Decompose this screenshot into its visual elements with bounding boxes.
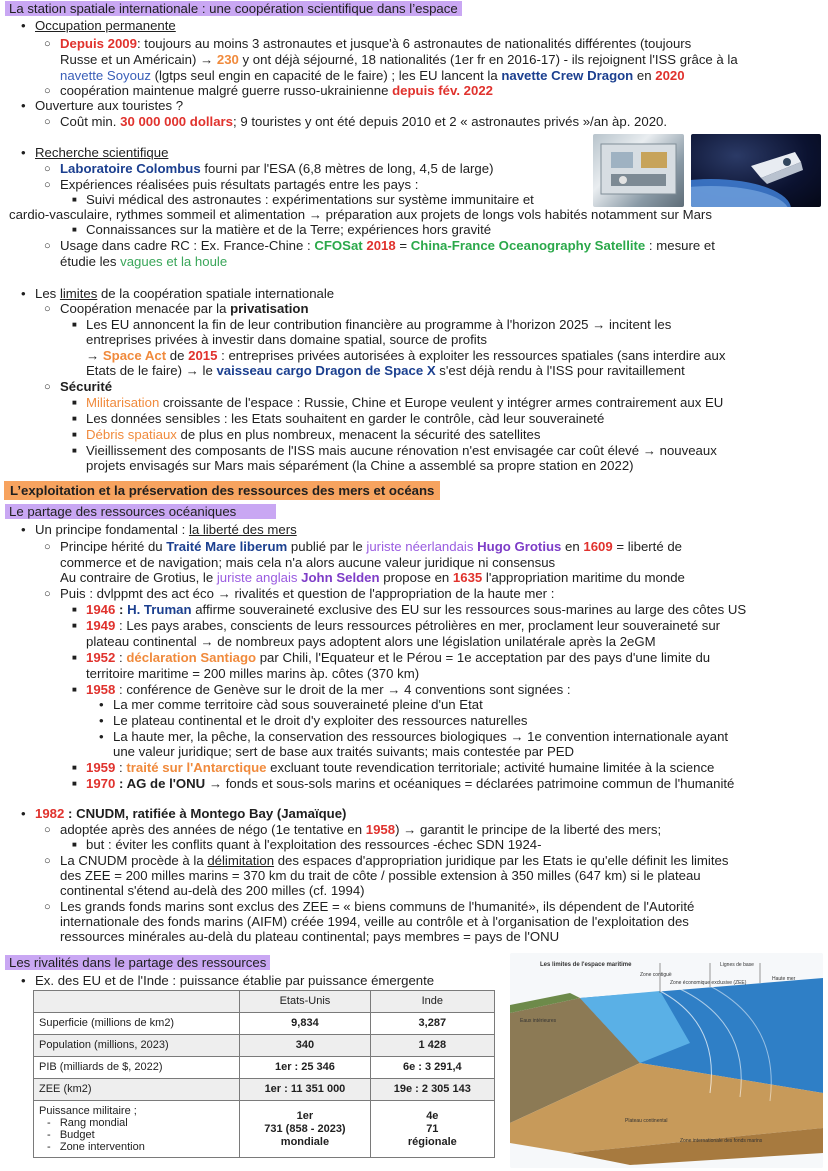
table-row — [34, 1057, 495, 1079]
comparison-table — [33, 990, 495, 1158]
occ-line-3: navette Soyouz (lgtps seul engin en capacité de le faire) ; les EU lancent la navette Crew Dragon en 2020 — [60, 68, 685, 83]
sensitive-data-line: ■ Les données sensibles : les Etats souhaitent en garder le contrôle, càd leur souveraineté — [86, 411, 604, 427]
table-cell: 1er : 25 346 — [240, 1057, 370, 1079]
adopted-line: ○ adoptée après des années de négo (1e tentative en 1958) → garantit le principe de la liberté des mers; — [60, 822, 661, 838]
table-header-cell: Etats-Unis — [240, 991, 370, 1013]
section3-title: Les rivalités dans le partage des ressources — [5, 955, 270, 971]
label-fonds: Zone internationale des fonds marins — [680, 1138, 763, 1144]
tourism-cost: ○ Coût min. 30 000 000 dollars; 9 touristes y ont été depuis 2010 et 2 « astronautes privés »/an àp. 2020. — [60, 114, 667, 130]
seabed-line-3: ressources minérales au-delà du plateau continental; pays membres = pays de l'ONU — [60, 929, 560, 944]
us-military-value: 1er — [296, 1109, 314, 1122]
space-act-line-2: Etats de le faire) → le vaisseau cargo Dragon de Space X s'est déjà rendu à l'ISS pour ravitaillement — [86, 363, 685, 378]
table-cell: Superficie (millions de km2) — [34, 1013, 240, 1035]
label-contig: Zone contiguë — [640, 972, 672, 978]
cnudm-line-2: des ZEE = 200 milles marins = 370 km du trait de côte / possible extension à 350 milles (647 km) si le plateau — [60, 868, 701, 883]
aging-line-2: projets envisagés sur Mars mais séparément (la Chine a assemblé sa propre station en 2022) — [86, 458, 634, 473]
maritime-limits-figure — [510, 953, 823, 1168]
table-cell: 1er : 11 351 000 — [240, 1079, 370, 1101]
experiences-line: ○ Expériences réalisées puis résultats partagés entre les pays : — [60, 177, 418, 193]
military-label: Puissance militaire ; — [39, 1105, 137, 1117]
geneva-2: • Le plateau continental et le droit d'y exploiter des ressources naturelles — [113, 713, 528, 729]
table-cell: 1 428 — [370, 1035, 494, 1057]
table-cell — [370, 1101, 494, 1158]
occ-line-2: Russe et un Américain) → 230 y ont déjà séjourné, 18 nationalités (1er fr en 2016-17) - ils rejoignent l'ISS grâce à la — [60, 52, 738, 67]
label-eaux: Eaux intérieures — [520, 1018, 557, 1024]
table-header-row — [34, 991, 495, 1013]
table-row — [34, 1013, 495, 1035]
india-military-value: 71 — [426, 1122, 439, 1135]
cnudm-heading: • 1982 : CNUDM, ratifiée à Montego Bay (Jamaïque) — [35, 806, 346, 822]
seabed-line-2: internationale des fonds marins (AIFM) créée 1994, veille au contrôle et à l'organisation de l'exploitation des — [60, 914, 689, 929]
usage-line: ○ Usage dans cadre RC : Ex. France-Chine : CFOSat 2018 = China-France Oceanography Satellite : mesure et — [60, 238, 715, 254]
security-heading: ○ Sécurité — [60, 379, 112, 395]
aging-line-1: ■ Vieillissement des composants de l'ISS mais aucune rénovation n'est envisagée car coût élevé → nouveaux — [86, 443, 717, 459]
table-cell — [34, 1101, 240, 1158]
occ-line-1: ○ Depuis 2009: toujours au moins 3 astronautes et jusque'à 6 astronautes de nationalités différentes (toujours — [60, 36, 691, 52]
tourism-heading: • Ouverture aux touristes ? — [35, 98, 183, 114]
us-military-value: 731 (858 - 2023) — [264, 1122, 346, 1135]
y1958-line: ■ 1958 : conférence de Genève sur le droit de la mer → 4 conventions sont signées : — [86, 682, 571, 698]
selden-line: Au contraire de Grotius, le juriste anglais John Selden propose en 1635 l'appropriation maritime du monde — [60, 570, 685, 585]
table-row — [34, 1079, 495, 1101]
section2-subtitle: Le partage des ressources océaniques — [5, 504, 276, 520]
table-cell: PIB (milliards de $, 2022) — [34, 1057, 240, 1079]
military-item: - Rang mondial — [47, 1117, 128, 1129]
eu-line-1: ■ Les EU annoncent la fin de leur contribution financière au programme à l'horizon 2025 → incitent les — [86, 317, 671, 333]
geneva-3b: une valeur juridique; sert de base aux traités suivants; mais contestée par PED — [113, 744, 575, 759]
seabed-line-1: ○ Les grands fonds marins sont exclus des ZEE = « biens communs de l'humanité», ils dépendent de l'Autorité — [60, 899, 694, 915]
y1970-line: ■ 1970 : AG de l'ONU → fonds et sous-sols marins et océaniques = déclarées patrimoine commun de l'humanité — [86, 776, 734, 792]
label-lignes: Lignes de base — [720, 962, 754, 968]
y1952-line: ■ 1952 : déclaration Santiago par Chili, l'Equateur et le Pérou = 1e acceptation par des pays d'une limite du — [86, 650, 710, 666]
geneva-3: • La haute mer, la pêche, la conservation des ressources biologiques → 1e convention internationale ayant — [113, 729, 728, 745]
militarisation-line: ■ Militarisation croissante de l'espace : Russie, Chine et Europe veulent y intégrer armes contrairement aux EU — [86, 395, 723, 411]
table-cell: 3,287 — [370, 1013, 494, 1035]
knowledge-line: ■ Connaissances sur la matière et de la Terre; expériences hors gravité — [86, 222, 491, 238]
table-row-military — [34, 1101, 495, 1158]
mare-liberum-line: ○ Principe hérité du Traité Mare liberum publié par le juriste néerlandais Hugo Grotius en 1609 = liberté de — [60, 539, 682, 555]
india-military-value: 4e — [426, 1109, 439, 1122]
military-item: - Budget — [47, 1129, 95, 1141]
table-cell: Population (millions, 2023) — [34, 1035, 240, 1057]
mare-liberum-line-2: commerce et de navigation; mais cela n'a alors aucune valeur juridique ni consensus — [60, 555, 556, 570]
research-heading: • Recherche scientifique — [35, 145, 168, 161]
table-cell: ZEE (km2) — [34, 1079, 240, 1101]
label-plateau: Plateau continental — [625, 1118, 668, 1124]
columbus-lab-image — [593, 134, 684, 207]
y1959-line: ■ 1959 : traité sur l'Antarctique excluant toute revendication territoriale; activité humaine limitée à la science — [86, 760, 714, 776]
figure-title: Les limites de l'espace maritime — [540, 962, 632, 968]
usage-line-2: étudie les vagues et la houle — [60, 254, 228, 269]
section1-title: La station spatiale internationale : une coopération scientifique dans l’espace — [5, 1, 462, 17]
spacecraft-image — [691, 134, 821, 207]
label-haute: Haute mer — [772, 976, 796, 982]
columbus-line: ○ Laboratoire Colombus fourni par l'ESA (6,8 mètres de long, 4,5 de large) — [60, 161, 494, 177]
occ-line-4: ○ coopération maintenue malgré guerre russo-ukrainienne depuis fév. 2022 — [60, 83, 493, 99]
table-cell: 9,834 — [240, 1013, 370, 1035]
table-cell: 19e : 2 305 143 — [370, 1079, 494, 1101]
table-cell: 340 — [240, 1035, 370, 1057]
limits-heading: • Les limites de la coopération spatiale internationale — [35, 286, 334, 302]
table-cell: 6e : 3 291,4 — [370, 1057, 494, 1079]
principle-heading: • Un principe fondamental : la liberté des mers — [35, 522, 297, 538]
table-header-cell — [34, 991, 240, 1013]
us-military-value: mondiale — [280, 1135, 330, 1148]
cardio-line: cardio-vasculaire, rythmes sommeil et alimentation → préparation aux projets de longs vols habités notamment sur Mars — [9, 207, 712, 222]
y1952-line-2: territoire maritime = 200 milles marins àp. côtes (370 km) — [86, 666, 420, 681]
y1946-line: ■ 1946 : H. Truman affirme souveraineté exclusive des EU sur les ressources sous-marines au large des côtes US — [86, 602, 746, 618]
table-cell — [240, 1101, 370, 1158]
goal-line: ■ but : éviter les conflits quant à l'exploitation des ressources -échec SDN 1924- — [86, 837, 542, 853]
geneva-1: • La mer comme territoire càd sous souveraineté pleine d'un Etat — [113, 697, 483, 713]
medical-line: ■ Suivi médical des astronautes : expérimentations sur système immunitaire et — [86, 192, 534, 208]
cnudm-line-3: continental s'étend au-delà des 200 milles (cf. 1994) — [60, 883, 365, 898]
space-act-line: → Space Act de 2015 : entreprises privées autorisées à exploiter les ressources spatiales (sans interdire aux — [86, 348, 726, 363]
table-header-cell: Inde — [370, 991, 494, 1013]
section2-title: L’exploitation et la préservation des ressources des mers et océans — [4, 483, 440, 499]
puis-line: ○ Puis : dvlppmt des act éco → rivalités et question de l'appropriation de la haute mer : — [60, 586, 554, 602]
privatisation-line: ○ Coopération menacée par la privatisation — [60, 301, 309, 317]
military-item: - Zone intervention — [47, 1141, 145, 1153]
table-row — [34, 1035, 495, 1057]
india-military-value: régionale — [407, 1135, 457, 1148]
occupation-heading: • Occupation permanente — [35, 18, 176, 34]
y1949-line-2: plateau continental → de nombreux pays adoptent alors une législation unilatérale après la 2eGM — [86, 634, 656, 649]
eu-line-2: entreprises privées à investir dans domaine spatial, source de profits — [86, 332, 487, 347]
y1949-line: ■ 1949 : Les pays arabes, conscients de leurs ressources pétrolières en mer, proclament leur souveraineté sur — [86, 618, 720, 634]
label-zee: Zone économique exclusive (ZEE) — [670, 980, 747, 986]
debris-line: ■ Débris spatiaux de plus en plus nombreux, menacent la sécurité des satellites — [86, 427, 540, 443]
cnudm-line-1: ○ La CNUDM procède à la délimitation des espaces d'appropriation juridique par les Etats ie qu'elle définit les limites — [60, 853, 728, 869]
example-heading: • Ex. des EU et de l'Inde : puissance établie par puissance émergente — [35, 973, 434, 989]
